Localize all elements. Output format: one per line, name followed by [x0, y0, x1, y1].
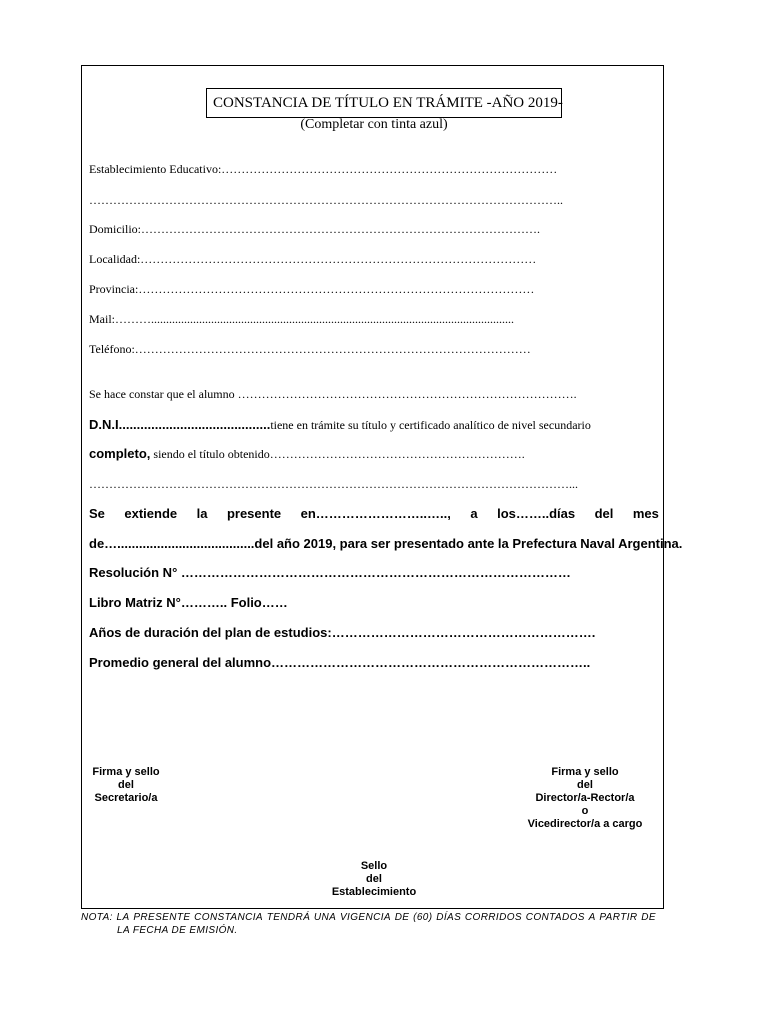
secretario-signature: [86, 766, 166, 805]
telefono-field[interactable]: Teléfono:………………………………………………………………………………………: [89, 342, 531, 356]
extiende-word: a: [470, 506, 478, 521]
extiende-lugar-field[interactable]: en……………………..…..,: [300, 506, 451, 521]
signature-line: del: [118, 779, 134, 791]
nota-word: PRESENTE: [133, 912, 191, 923]
form-title: CONSTANCIA DE TÍTULO EN TRÁMITE -AÑO 2019-: [206, 88, 562, 118]
extiende-word: la: [196, 506, 208, 521]
signature-line: Vicedirector/a a cargo: [527, 818, 643, 830]
nota-line-1: [81, 911, 656, 924]
nota-word: DE: [641, 912, 656, 923]
libro-matriz-field[interactable]: Libro Matriz N°……….. Folio……: [89, 595, 288, 610]
director-signature: [506, 766, 664, 831]
extiende-word: mes: [632, 506, 659, 521]
alumno-field[interactable]: Se hace constar que el alumno ………………………………………………………………………….: [89, 387, 577, 401]
extiende-word: extiende: [124, 506, 178, 521]
signature-line: Secretario/a: [94, 792, 158, 804]
titulo-dotted-line[interactable]: …………………………………………………………………………………………………………...: [89, 477, 578, 491]
localidad-field[interactable]: Localidad:………………………………………………………………………………………: [89, 252, 537, 266]
signature-line: del: [577, 779, 593, 791]
promedio-field[interactable]: Promedio general del alumno………………………………………………………………..: [89, 655, 591, 670]
nota-word: LA: [116, 912, 130, 923]
signature-line: o: [581, 805, 589, 817]
nota-word: A: [588, 912, 596, 923]
nota-word: NOTA:: [81, 912, 113, 923]
extiende-line: [89, 506, 659, 521]
sello-establecimiento: [314, 860, 434, 899]
nota-word: TENDRÁ: [266, 912, 311, 923]
domicilio-field[interactable]: Domicilio:……………………………………………………………………………………….: [89, 222, 540, 236]
provincia-field[interactable]: Provincia:………………………………………………………………………………………: [89, 282, 535, 296]
nota-line-2: LA FECHA DE EMISIÓN.: [117, 925, 238, 936]
nota-word: PARTIR: [599, 912, 638, 923]
extiende-word: presente: [226, 506, 282, 521]
titulo-obtenido-field[interactable]: siendo el título obtenido……………………………………………………….: [150, 447, 525, 461]
signature-line: Sello: [360, 860, 388, 872]
nota-word: CONTADOS: [525, 912, 585, 923]
extiende-word: Se: [89, 506, 105, 521]
completo-line: [89, 446, 525, 462]
establecimiento-field-continued[interactable]: ………………………………………………………………………………………………………..: [89, 193, 563, 207]
resolucion-field[interactable]: Resolución N° ………………………………………………………………………………: [89, 565, 571, 580]
nota-word: DÍAS: [436, 912, 462, 923]
signature-line: Firma y sello: [551, 766, 619, 778]
completo-label: completo,: [89, 446, 151, 461]
del-mes-line[interactable]: de…......................................del año 2019, para ser presentado ante la Prefectura Naval Argentina.: [89, 536, 683, 551]
signature-line: Firma y sello: [92, 766, 160, 778]
nota: [81, 911, 656, 937]
signature-line: Director/a-Rector/a: [535, 792, 635, 804]
anios-duracion-field[interactable]: Años de duración del plan de estudios:…………………………………………………….: [89, 625, 596, 640]
dni-field[interactable]: D.N.I..........................................: [89, 417, 271, 432]
establecimiento-field[interactable]: Establecimiento Educativo:…………………………………………………………………………: [89, 162, 558, 176]
extiende-dias-field[interactable]: los……..días: [497, 506, 576, 521]
nota-word: VIGENCIA: [339, 912, 391, 923]
nota-word: CORRIDOS: [464, 912, 522, 923]
nota-word: CONSTANCIA: [194, 912, 263, 923]
extiende-word: del: [594, 506, 614, 521]
dni-line-text: tiene en trámite su título y certificado analítico de nivel secundario: [270, 418, 591, 432]
mail-field[interactable]: Mail:……….........................................................................................................................: [89, 312, 514, 326]
signature-line: del: [366, 873, 382, 885]
dni-line: [89, 417, 591, 433]
nota-word: UNA: [313, 912, 337, 923]
nota-word: DE: [394, 912, 410, 923]
signature-line: Establecimiento: [331, 886, 417, 898]
form-subtitle: (Completar con tinta azul): [300, 117, 448, 132]
nota-word: (60): [413, 912, 433, 923]
